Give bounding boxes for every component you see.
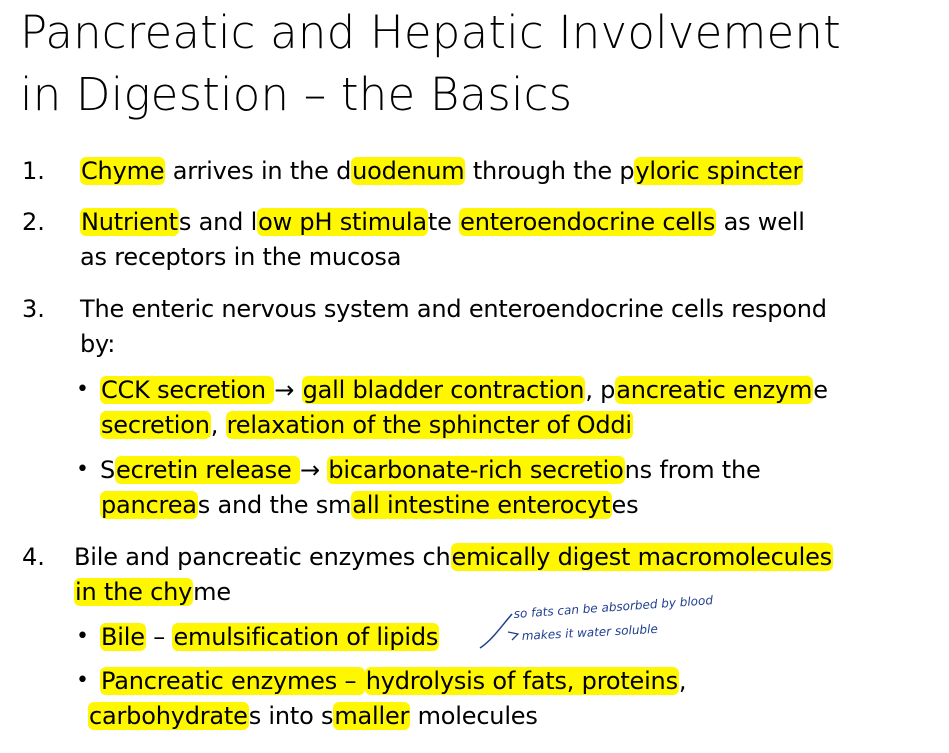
- text-segment: through the p: [465, 157, 635, 185]
- text-cck-secretion: CCK secretion: [101, 376, 274, 404]
- text-segment: –: [145, 623, 173, 651]
- text-segment: as well: [716, 208, 805, 236]
- text-segment: me: [193, 578, 231, 606]
- text-segment: S: [100, 456, 116, 484]
- text-segment: Bile and pancreatic enzymes ch: [74, 543, 451, 571]
- text-sphincter-oddi: relaxation of the sphincter of Oddi: [226, 411, 632, 439]
- text-segment: , p: [585, 376, 616, 404]
- arrow: →: [274, 376, 302, 404]
- text-smaller: maller: [334, 702, 410, 730]
- item-4-line-2: [74, 575, 231, 609]
- text-chyme: Chyme: [81, 157, 165, 185]
- text-segment: es: [611, 491, 639, 519]
- bullet-1: •: [76, 377, 89, 402]
- bullet-3: •: [76, 624, 89, 649]
- text-bile: Bile: [101, 623, 145, 651]
- text-bicarbonate: bicarbonate-rich secretio: [328, 456, 624, 484]
- text-small-intestine: all intestine enterocyt: [352, 491, 611, 519]
- annotation-line-2: makes it water soluble: [521, 621, 659, 643]
- item-number-2: 2.: [22, 208, 45, 236]
- bullet-3-line-1: [100, 620, 439, 654]
- slide-title: [20, 2, 841, 126]
- text-secretion: secretion: [101, 411, 210, 439]
- title-line-1: Pancreatic and Hepatic Involvement: [20, 6, 841, 59]
- bullet-1-line-1: [100, 373, 828, 407]
- bullet-2-line-2: [100, 488, 638, 522]
- item-number-1: 1.: [22, 157, 45, 185]
- bullet-1-line-2: [100, 408, 633, 442]
- text-segment: te: [427, 208, 460, 236]
- item-2-line-2: as receptors in the mucosa: [80, 243, 402, 271]
- annotation-arrow-icon: [508, 632, 518, 640]
- text-secretin-release: ecretin release: [116, 456, 299, 484]
- item-4-line-1: [74, 540, 833, 574]
- arrow: →: [299, 456, 328, 484]
- item-number-4: 4.: [22, 543, 45, 571]
- bullet-2: •: [76, 457, 89, 482]
- title-line-2: in Digestion – the Basics: [20, 68, 573, 121]
- text-segment: s into s: [248, 702, 334, 730]
- annotation-stroke-icon: [480, 614, 512, 648]
- item-3-line-2: by:: [80, 330, 116, 358]
- text-enteroendocrine-cells: enteroendocrine cells: [460, 208, 716, 236]
- text-segment: arrives in the d: [165, 157, 352, 185]
- text-segment: ,: [210, 411, 226, 439]
- text-segment: ns from the: [624, 456, 761, 484]
- item-1-line-1: [80, 154, 803, 188]
- item-2-line-1: [80, 205, 805, 239]
- text-carbohydrates: carbohydrate: [89, 702, 248, 730]
- text-chemically-digest: emically digest macromolecules: [451, 543, 832, 571]
- text-gall-bladder: gall bladder contraction: [302, 376, 585, 404]
- text-pyloric-spincter: yloric spincter: [635, 157, 803, 185]
- text-pancreas: pancrea: [101, 491, 197, 519]
- bullet-4: •: [76, 668, 89, 693]
- text-segment: e: [813, 376, 828, 404]
- text-emulsification: emulsification of lipids: [173, 623, 439, 651]
- text-pancreatic-enzyme: ancreatic enzym: [616, 376, 813, 404]
- text-segment: molecules: [410, 702, 538, 730]
- text-duodenum: uodenum: [352, 157, 465, 185]
- annotation-line-1: so fats can be absorbed by blood: [513, 593, 714, 621]
- text-segment: ,: [678, 667, 687, 695]
- text-hydrolysis: hydrolysis of fats, proteins: [365, 667, 678, 695]
- item-3-line-1: The enteric nervous system and enteroendocrine cells respond: [80, 295, 827, 323]
- bullet-2-line-1: [100, 453, 761, 487]
- text-in-the-chyme: in the chy: [75, 578, 193, 606]
- text-segment: s and the sm: [197, 491, 352, 519]
- text-nutrients: Nutrient: [81, 208, 178, 236]
- bullet-4-line-1: [100, 664, 686, 698]
- item-number-3: 3.: [22, 295, 45, 323]
- text-segment: s and l: [178, 208, 258, 236]
- bullet-4-line-2: [88, 699, 538, 733]
- text-pancreatic-enzymes: Pancreatic enzymes –: [101, 667, 364, 695]
- text-low-ph: ow pH stimula: [258, 208, 427, 236]
